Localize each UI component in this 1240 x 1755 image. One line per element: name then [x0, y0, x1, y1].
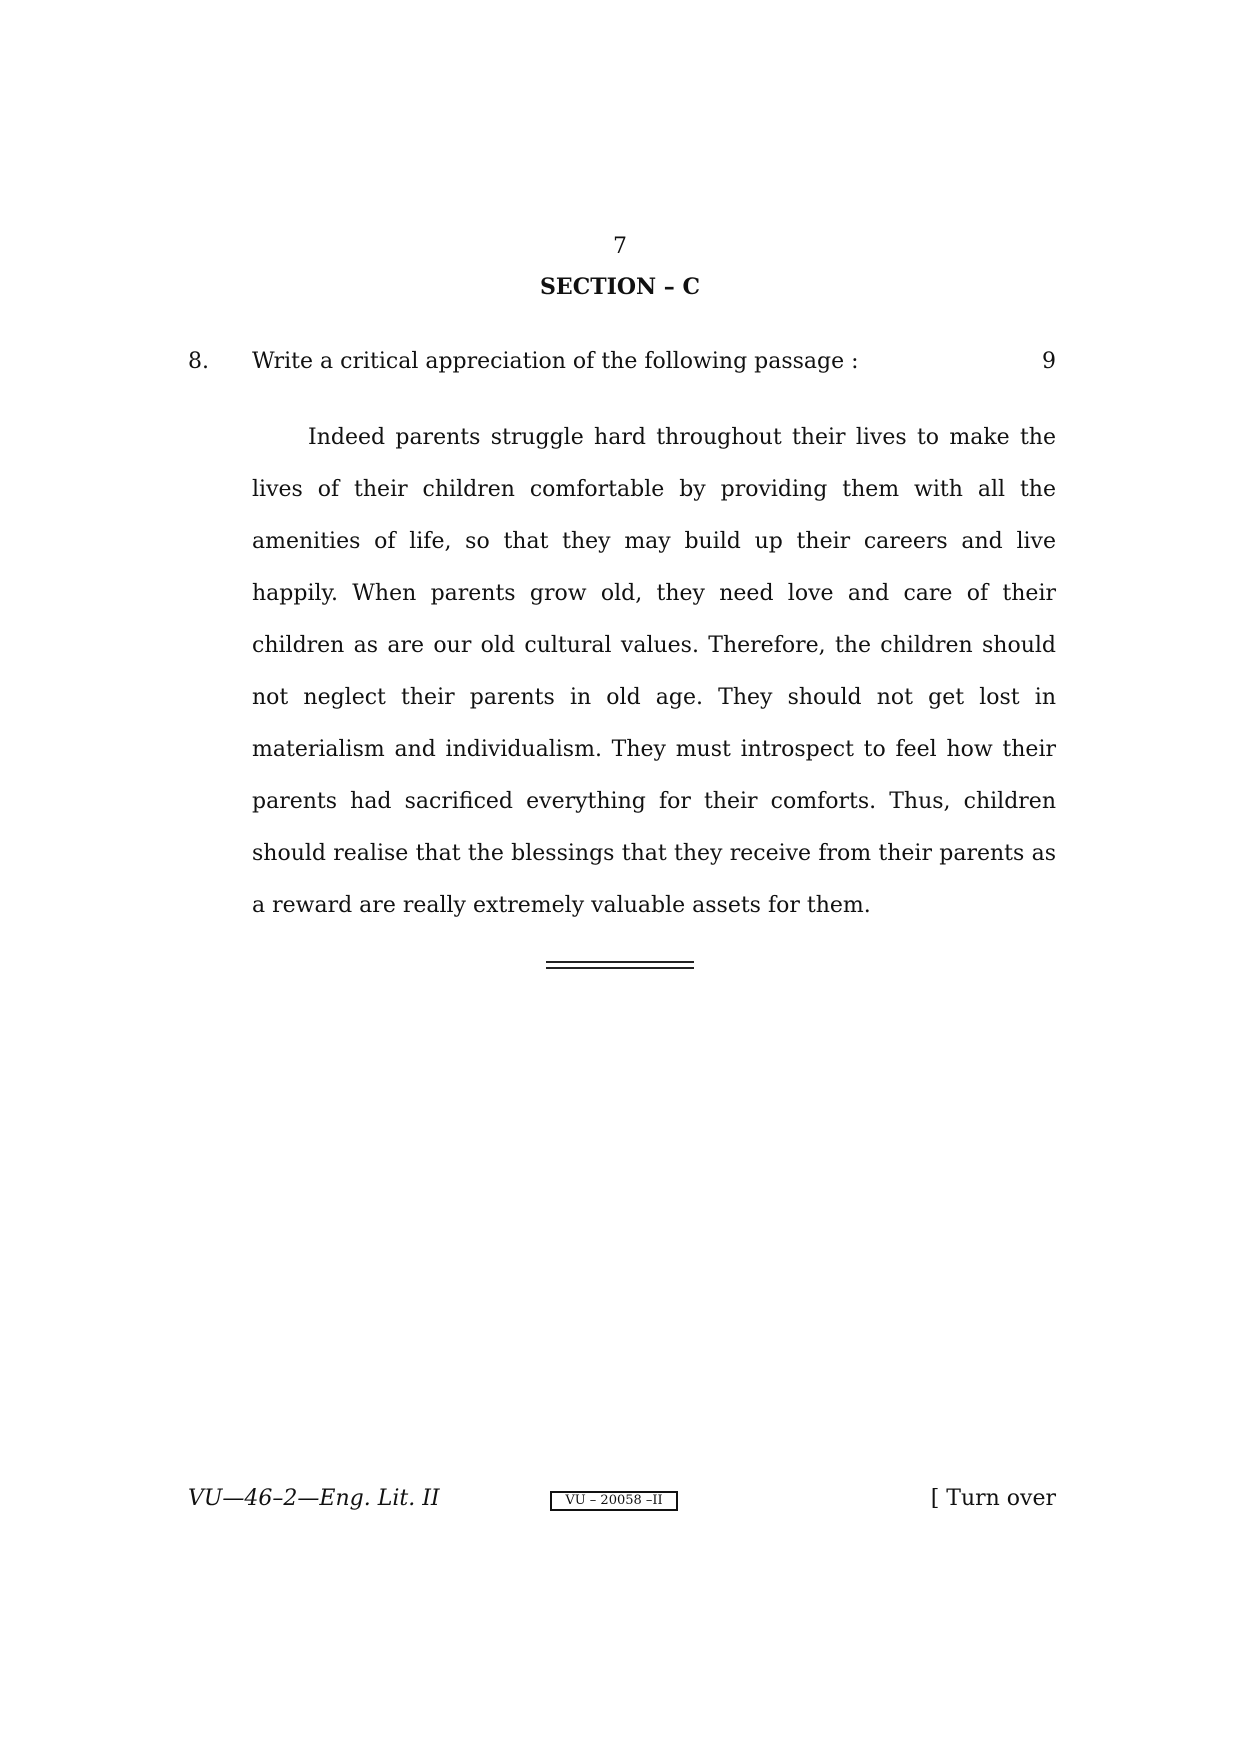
- question-number: 8.: [188, 349, 209, 374]
- footer-turn-over: [ Turn over: [930, 1486, 1056, 1511]
- section-title: SECTION – C: [540, 274, 700, 300]
- question-marks: 9: [1042, 349, 1056, 374]
- page-number: 7: [613, 234, 627, 259]
- question-row: [188, 346, 1056, 378]
- footer-booklet-code: VU – 20058 –II: [550, 1491, 678, 1511]
- end-of-section-double-rule: [546, 961, 694, 969]
- footer-paper-code: VU—46–2—Eng. Lit. II: [188, 1486, 440, 1511]
- question-text: Write a critical appreciation of the following passage :: [252, 349, 859, 374]
- passage-text: Indeed parents struggle hard throughout their lives to make the lives of their children comfortable by providing them with all the amenities of life, so that they may build up their careers and live happily. When parents grow old, they need love and care of their children as are our old cultural values. Therefore, the children should not neglect their parents in old age. They should not get lost in materialism and individualism. They must introspect to feel how their parents had sacrificed everything for their comforts. Thus, children should realise that the blessings that they receive from their parents as a reward are really extremely valuable assets for them.: [252, 425, 1056, 918]
